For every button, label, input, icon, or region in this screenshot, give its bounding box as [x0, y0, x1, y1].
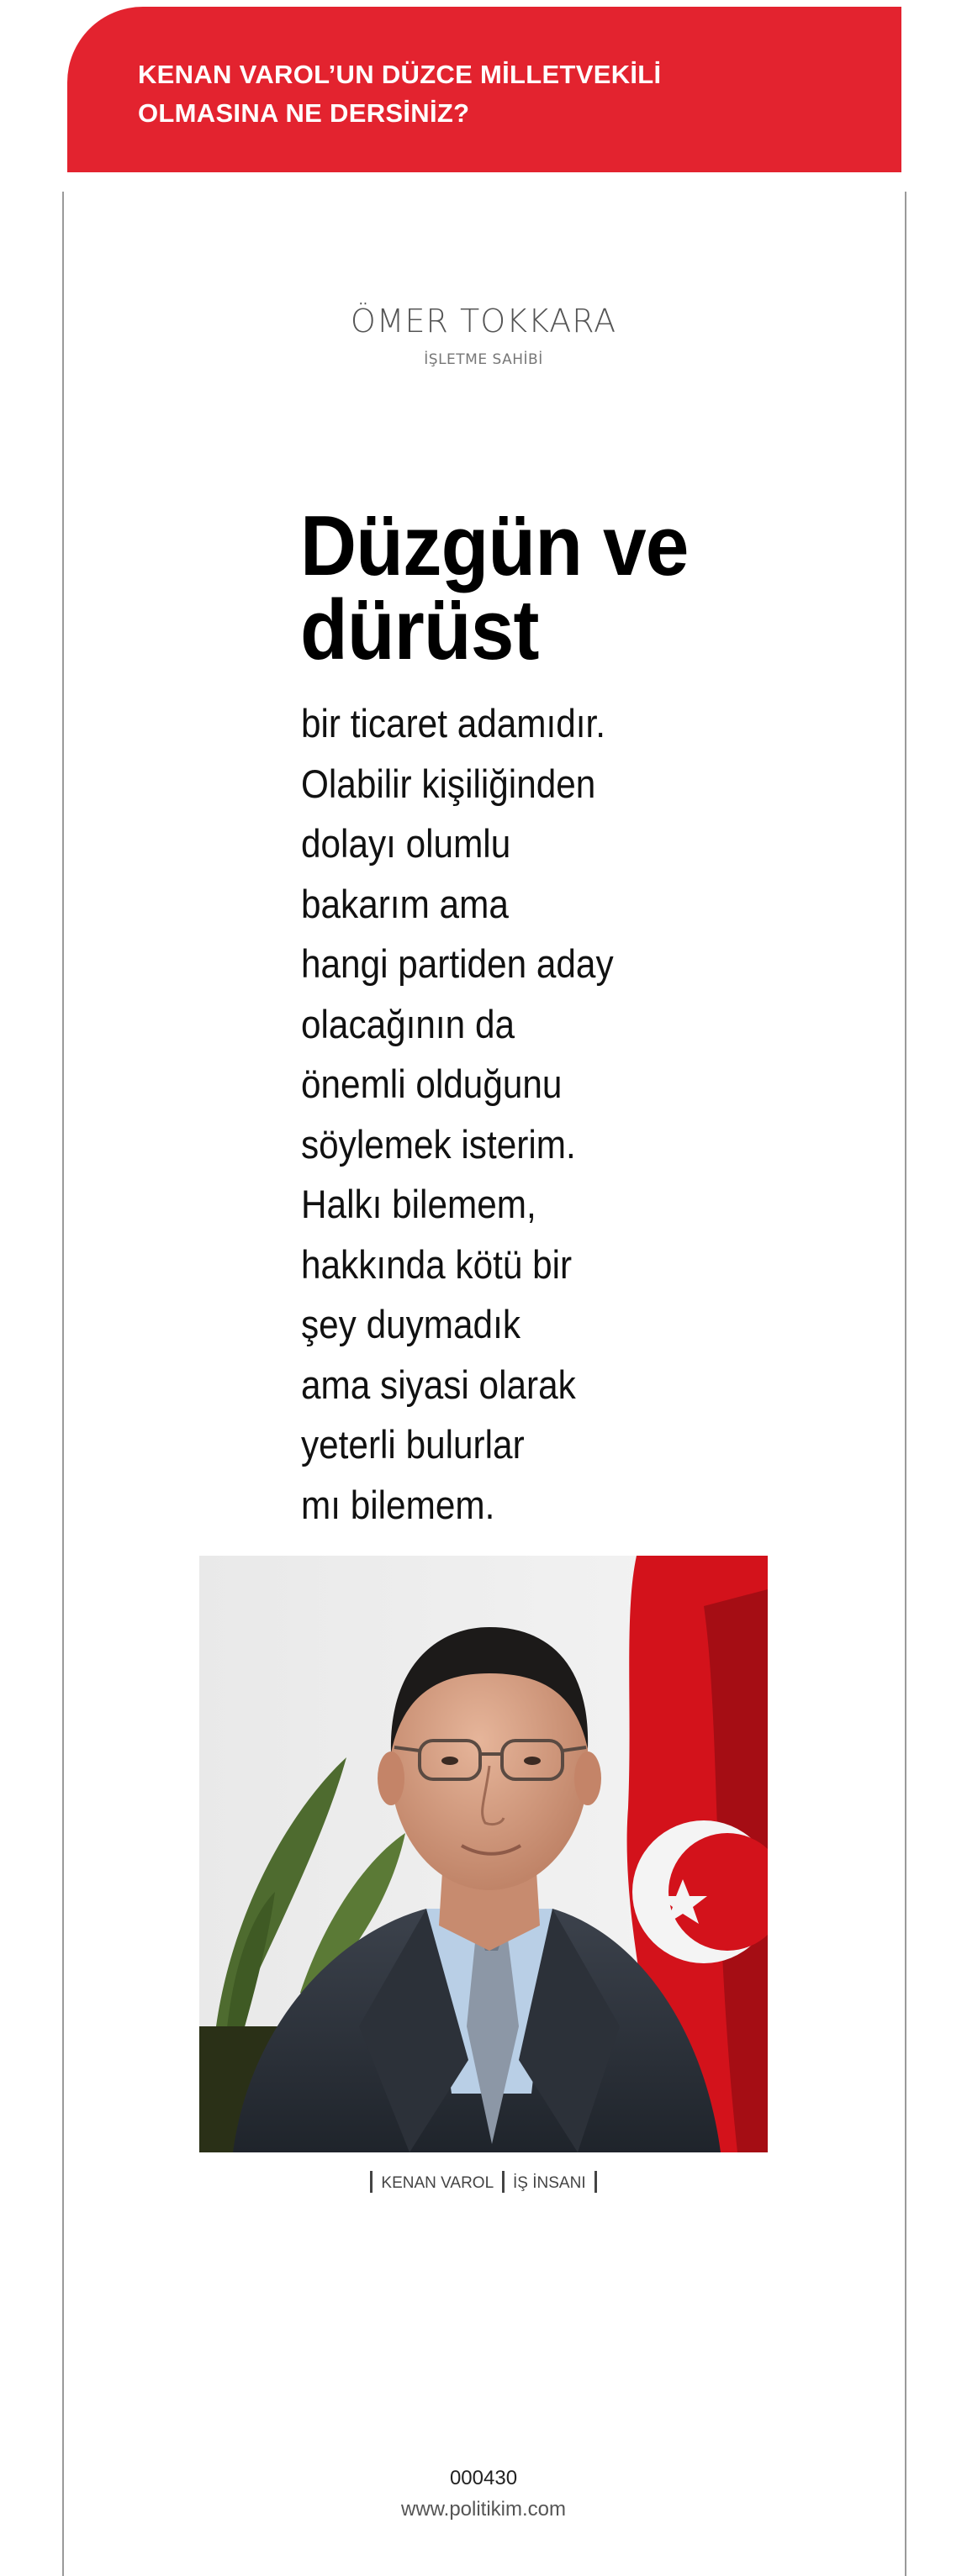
- portrait-photo: [199, 1556, 768, 2152]
- caption-name: KENAN VAROL: [381, 2174, 494, 2192]
- caption-divider: [502, 2171, 505, 2193]
- quote-line: mı bilemem.: [301, 1482, 495, 1527]
- page-title-line-2: OLMASINA NE DERSİNİZ?: [138, 98, 470, 128]
- quote-headline-line-1: Düzgün ve: [300, 499, 689, 593]
- quote-line: önemli olduğunu: [301, 1061, 563, 1106]
- quote-line: hangi partiden aday: [301, 941, 614, 986]
- quote-line: bir ticaret adamıdır.: [301, 701, 606, 745]
- author-role: İŞLETME SAHİBİ: [424, 351, 543, 368]
- page-title-line-1: KENAN VAROL’UN DÜZCE MİLLETVEKİLİ: [138, 60, 662, 89]
- photo-caption: [0, 2171, 967, 2193]
- caption-divider: [594, 2171, 597, 2193]
- quote-headline: [300, 499, 702, 677]
- quote-line: dolayı olumlu: [301, 821, 511, 866]
- website-link[interactable]: www.politikim.com: [400, 2498, 567, 2521]
- caption-title: İŞ İNSANI: [513, 2174, 586, 2192]
- page-number: 000430: [449, 2467, 518, 2489]
- portrait-illustration: [199, 1556, 768, 2152]
- author-name: ÖMER TOKKARA: [350, 303, 617, 340]
- header-banner: [67, 7, 901, 172]
- caption-divider: [370, 2171, 373, 2193]
- quote-line: yeterli bulurlar: [301, 1422, 525, 1467]
- quote-line: bakarım ama: [301, 881, 509, 926]
- quote-line: şey duymadık: [301, 1302, 520, 1346]
- frame-right-line: [905, 192, 906, 2576]
- quote-headline-line-2: dürüst: [300, 583, 539, 677]
- frame-left-line: [62, 192, 64, 2576]
- quote-line: ama siyasi olarak: [301, 1362, 576, 1407]
- quote-line: Halkı bilemem,: [301, 1182, 536, 1226]
- page-title: [138, 55, 861, 133]
- quote-line: söylemek isterim.: [301, 1121, 576, 1167]
- quote-body: [301, 693, 772, 1535]
- quote-line: Olabilir kişiliğinden: [301, 761, 596, 806]
- quote-line: hakkında kötü bir: [301, 1241, 573, 1287]
- quote-line: olacağının da: [301, 1001, 515, 1046]
